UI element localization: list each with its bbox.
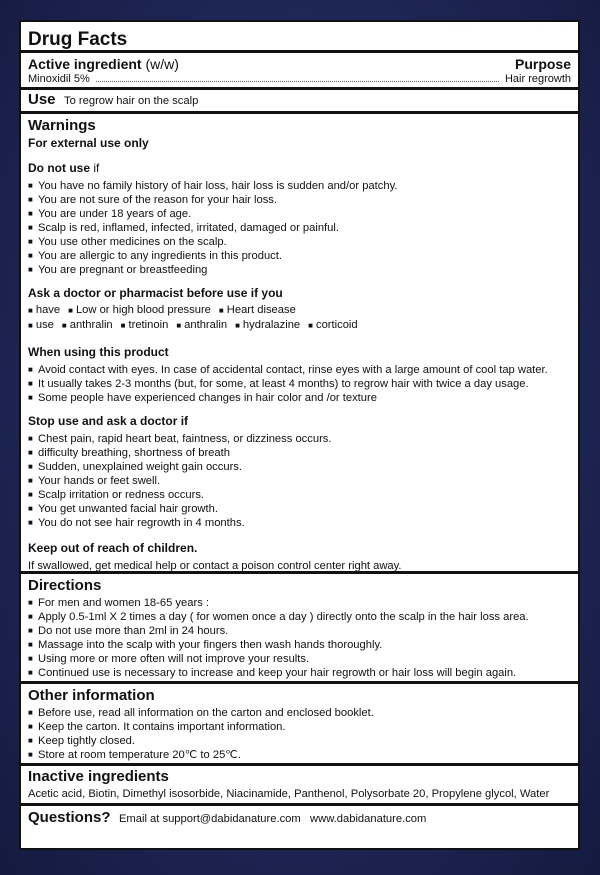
warnings-heading: Warnings [28,117,96,134]
list-item: ■ It usually takes 2-3 months (but, for some, at least 4 months) to regrow hair with twice a day usage. [28,377,571,391]
other-information-list [28,706,571,762]
ask-item: ■ have [28,303,60,318]
list-item: ■ You get unwanted facial hair growth. [28,502,571,516]
questions-heading: Questions? [28,809,111,826]
list-item: ■ You are pregnant or breastfeeding [28,263,571,277]
do-not-use-list [28,179,571,277]
list-item: ■ Keep the carton. It contains important information. [28,720,571,734]
do-not-use-suffix: if [90,161,100,175]
drug-facts-title: Drug Facts [28,29,128,50]
list-item: ■ You are allergic to any ingredients in this product. [28,249,571,263]
use-heading: Use [28,91,56,108]
directions-section [21,574,578,684]
list-item: ■ You have no family history of hair loss, hair loss is sudden and/or patchy. [28,179,571,193]
list-item: ■ Keep tightly closed. [28,734,571,748]
when-using-list [28,363,571,405]
inactive-ingredients-heading: Inactive ingredients [28,768,169,785]
other-information-heading: Other information [28,687,155,704]
ask-item: ■ Low or high blood pressure [68,303,211,318]
ask-item: ■ corticoid [308,318,358,333]
active-ingredient-header [28,53,571,73]
list-item: ■ You are not sure of the reason for your hair loss. [28,193,571,207]
list-item: ■ Continued use is necessary to increase and keep your hair regrowth or hair loss will begin again. [28,666,571,680]
ask-doctor-row-1 [28,303,571,318]
ask-doctor-heading: Ask a doctor or pharmacist before use if you [28,286,283,300]
list-item: ■ Do not use more than 2ml in 24 hours. [28,624,571,638]
ask-item: ■ anthralin [176,318,227,333]
stop-use-heading: Stop use and ask a doctor if [28,414,189,428]
do-not-use-heading [28,161,571,176]
do-not-use-label: Do not use [28,161,90,175]
directions-list [28,596,571,680]
list-item: ■ Massage into the scalp with your fingers then wash hands thoroughly. [28,638,571,652]
drug-facts-title-section [21,22,578,53]
ask-doctor-row-2 [28,318,571,333]
stop-use-list [28,432,571,530]
active-ingredient-name: Minoxidil 5% [28,73,90,85]
list-item: ■ Chest pain, rapid heart beat, faintness, or dizziness occurs. [28,432,571,446]
list-item: ■ You use other medicines on the scalp. [28,235,571,249]
list-item: ■ Scalp irritation or redness occurs. [28,488,571,502]
list-item: ■ difficulty breathing, shortness of breath [28,446,571,460]
ask-item: ■ anthralin [62,318,113,333]
ask-item: ■ use [28,318,54,333]
drug-facts-panel [19,20,580,850]
list-item: ■ Avoid contact with eyes. In case of accidental contact, rinse eyes with a large amount of cool tap water. [28,363,571,377]
list-item: ■ For men and women 18-65 years : [28,596,571,610]
keep-out-heading: Keep out of reach of children. [28,541,198,555]
ask-item: ■ hydralazine [235,318,300,333]
list-item: ■ Some people have experienced changes in hair color and /or texture [28,391,571,405]
use-section [21,90,578,114]
external-use-note: For external use only [28,136,149,150]
active-ingredient-purpose: Hair regrowth [504,73,571,85]
ask-item: ■ Heart disease [219,303,296,318]
purpose-heading: Purpose [514,56,571,72]
list-item: ■ You are under 18 years of age. [28,207,571,221]
warnings-section [21,114,578,574]
list-item: ■ Your hands or feet swell. [28,474,571,488]
active-ingredient-section [21,53,578,90]
list-item: ■ Sudden, unexplained weight gain occurs. [28,460,571,474]
list-item: ■ Using more or more often will not improve your results. [28,652,571,666]
list-item: ■ Apply 0.5-1ml X 2 times a day ( for women once a day ) directly onto the scalp in the hair loss area. [28,610,571,624]
active-ingredient-row [28,73,571,85]
inactive-ingredients-section [21,766,578,806]
list-item: ■ Scalp is red, inflamed, infected, irritated, damaged or painful. [28,221,571,235]
active-ingredient-heading-suffix: (w/w) [141,56,179,72]
list-item: ■ Before use, read all information on the carton and enclosed booklet. [28,706,571,720]
questions-section [21,806,578,830]
keep-out-text: If swallowed, get medical help or contact a poison control center right away. [28,560,402,572]
when-using-heading: When using this product [28,345,169,359]
directions-heading: Directions [28,577,102,594]
active-ingredient-heading: Active ingredient [28,56,142,72]
list-item: ■ You do not see hair regrowth in 4 months. [28,516,571,530]
inactive-ingredients-text: Acetic acid, Biotin, Dimethyl isosorbide, Niacinamide, Panthenol, Polysorbate 20, Propylene glycol, Water [28,788,550,800]
other-information-section [21,684,578,766]
ask-item: ■ tretinoin [121,318,169,333]
dotted-leader [96,81,499,82]
questions-text: Email at support@dabidanature.com www.dabidanature.com [118,813,427,825]
use-text: To regrow hair on the scalp [63,95,199,107]
list-item: ■ Store at room temperature 20℃ to 25℃. [28,748,571,762]
